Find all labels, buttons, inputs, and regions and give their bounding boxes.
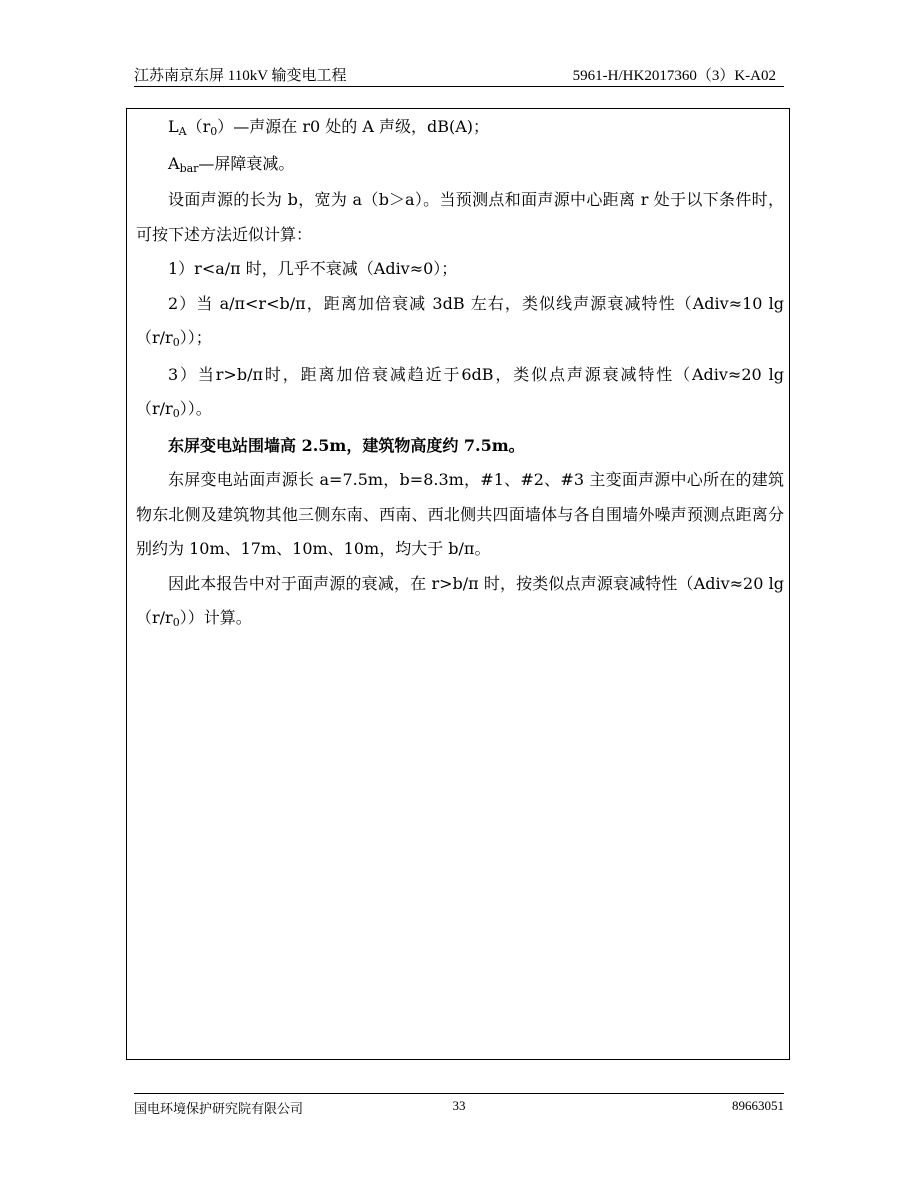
intro-paragraph: 设面声源的长为 b，宽为 a（b＞a）。当预测点和面声源中心距离 r 处于以下条件时，可按下述方法近似计算： [136,190,784,244]
definition-la-open: （r [186,117,211,136]
subscript-0: 0 [210,125,218,138]
condition-3-end: ））。 [179,399,212,418]
page-number: 33 [452,1098,466,1113]
page-header [134,64,784,87]
condition-3 [136,358,784,429]
symbol-l: L [168,117,179,136]
definition-la-text: ）—声源在 r0 处的 A 声级，dB(A)； [217,117,490,136]
symbol-a: A [168,153,180,173]
paragraph-dimensions: 东屏变电站面声源长 a=7.5m，b=8.3m，#1、#2、#3 主变面声源中心所在的建筑物东北侧及建筑物其他三侧东南、西南、西北侧共四面墙体与各自围墙外噪声预测点距离分别约为 10m、17m、10m、10m，均大于 b/π。 [136,470,784,558]
definition-abar [136,147,784,184]
footer-organization: 国电环境保护研究院有限公司 [134,1101,304,1116]
header-project-title: 江苏南京东屏 110kV 输变电工程 [134,68,347,84]
subscript-bar: bar [179,161,199,175]
condition-2-text: 2）当 a/π<r<b/π，距离加倍衰减 3dB 左右，类似线声源衰减特性（Adiv≈10 lg（r/r [136,293,784,347]
section-heading: 东屏变电站围墙高 2.5m，建筑物高度约 7.5m。 [168,435,525,455]
subscript-0: 0 [172,616,180,629]
subscript-0: 0 [172,407,180,420]
footer-phone: 89663051 [732,1098,784,1113]
condition-1: 1）r<a/π 时，几乎不衰减（Adiv≈0）； [168,259,458,278]
definition-la [136,110,784,147]
document-body [136,110,784,638]
condition-2-end: ））； [179,328,212,347]
paragraph-conclusion [136,567,784,638]
condition-2 [136,287,784,358]
conclusion-end: ））计算。 [179,608,252,627]
subscript-0: 0 [172,336,180,349]
page-footer [134,1093,784,1118]
header-document-number: 5961-H/HK2017360（3）K-A02 [572,68,776,84]
subscript-a: A [178,125,187,138]
conclusion-text: 因此本报告中对于面声源的衰减，在 r>b/π 时，按类似点声源衰减特性（Adiv≈20 lg（r/r [136,573,784,627]
definition-abar-text: —屏障衰减。 [198,153,295,173]
condition-3-text: 3）当r>b/π时，距离加倍衰减趋近于6dB，类似点声源衰减特性（Adiv≈20 lg（r/r [136,364,784,418]
